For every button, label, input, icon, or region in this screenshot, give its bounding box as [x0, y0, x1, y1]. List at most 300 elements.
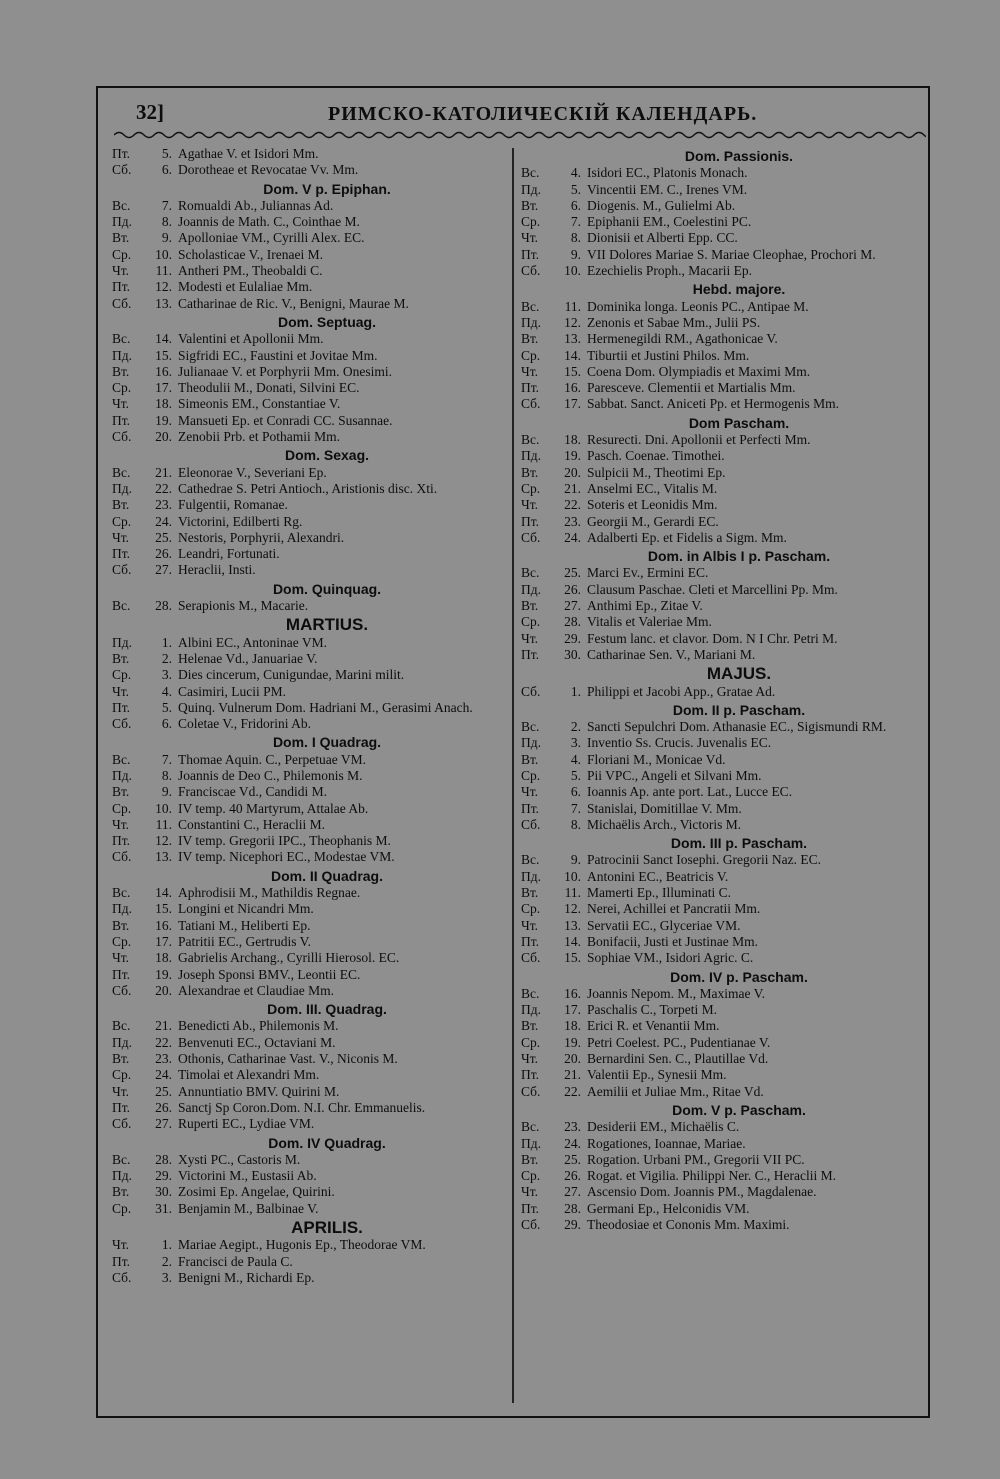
saints-text: Benvenuti EC., Octaviani M.: [178, 1034, 336, 1050]
weekday-abbr: Чт.: [521, 917, 539, 933]
calendar-entry: [112, 1254, 508, 1270]
weekday-abbr: Ср.: [521, 767, 541, 783]
day-number: 31.: [155, 1200, 172, 1216]
calendar-entry: [112, 667, 508, 683]
day-number: 17.: [155, 380, 172, 396]
weekday-abbr: Ср.: [112, 667, 132, 683]
calendar-entry: [521, 432, 923, 448]
weekday-abbr: Чт.: [521, 230, 539, 246]
weekday-abbr: Чт.: [112, 950, 130, 966]
calendar-entry: [521, 986, 923, 1002]
weekday-abbr: Вс.: [521, 565, 540, 581]
saints-text: Valentini et Apollonii Mm.: [178, 331, 324, 347]
day-number: 7.: [161, 197, 172, 213]
weekday-abbr: Сб.: [521, 950, 541, 966]
calendar-entry: [521, 348, 923, 364]
weekday-abbr: Вс.: [521, 432, 540, 448]
saints-text: Modesti et Eulaliae Mm.: [178, 279, 313, 295]
calendar-entry: [112, 380, 508, 396]
calendar-entry: [112, 598, 508, 614]
week-heading: Dom. III. Quadrag.: [267, 1001, 387, 1018]
saints-text: Longini et Nicandri Mm.: [178, 901, 314, 917]
saints-text: Victorini M., Eustasii Ab.: [178, 1168, 317, 1184]
day-number: 26.: [155, 1099, 172, 1115]
saints-text: Francisci de Paula C.: [178, 1253, 293, 1269]
weekday-abbr: Ср.: [521, 480, 541, 496]
day-number: 22.: [155, 480, 172, 496]
saints-text: Albini EC., Antoninae VM.: [178, 634, 328, 650]
day-number: 6.: [570, 784, 581, 800]
calendar-entry: [112, 934, 508, 950]
saints-text: Serapionis M., Macarie.: [178, 598, 309, 614]
saints-text: Leandri, Fortunati.: [178, 546, 280, 562]
day-number: 28.: [155, 598, 172, 614]
saints-text: Catharinae Sen. V., Mariani M.: [587, 646, 756, 662]
weekday-abbr: Пд.: [521, 314, 541, 330]
calendar-entry: [112, 162, 508, 178]
calendar-entry: [521, 1018, 923, 1034]
calendar-entry: [112, 364, 508, 380]
day-number: 27.: [564, 598, 581, 614]
saints-text: Paschalis C., Torpeti M.: [587, 1002, 718, 1018]
calendar-entry: [112, 1184, 508, 1200]
weekday-abbr: Пд.: [112, 901, 132, 917]
week-heading: Dom Pascham.: [688, 414, 790, 431]
weekday-abbr: Пд.: [521, 735, 541, 751]
saints-text: Benjamin M., Balbinae V.: [178, 1200, 319, 1216]
day-number: 18.: [564, 1018, 581, 1034]
weekday-abbr: Пд.: [112, 1168, 132, 1184]
weekday-abbr: Сб.: [521, 396, 541, 412]
saints-text: Apolloniae VM., Cyrilli Alex. EC.: [178, 230, 365, 246]
calendar-entry: [112, 198, 508, 214]
calendar-entry: [521, 752, 923, 768]
day-number: 2.: [570, 719, 581, 735]
day-number: 29.: [155, 1168, 172, 1184]
calendar-entry: [521, 448, 923, 464]
day-number: 9.: [161, 230, 172, 246]
saints-text: Zosimi Ep. Angelae, Quirini.: [178, 1184, 335, 1200]
weekday-abbr: Вт.: [521, 1151, 539, 1167]
calendar-column-left: [112, 146, 508, 1286]
weekday-abbr: Вт.: [112, 917, 130, 933]
saints-text: Zenonis et Sabae Mm., Julii PS.: [587, 314, 761, 330]
day-number: 8.: [570, 230, 581, 246]
day-number: 6.: [161, 716, 172, 732]
saints-text: Mamerti Ep., Illuminati C.: [587, 885, 731, 901]
weekday-abbr: Пт.: [112, 546, 131, 562]
day-number: 5.: [570, 767, 581, 783]
saints-text: IV temp. Gregorii IPC., Theophanis M.: [178, 833, 391, 849]
calendar-entry: [521, 950, 923, 966]
calendar-entry: [521, 934, 923, 950]
weekday-abbr: Пт.: [112, 833, 131, 849]
day-number: 1.: [161, 634, 172, 650]
calendar-entry: [112, 465, 508, 481]
day-number: 17.: [564, 396, 581, 412]
day-number: 12.: [155, 279, 172, 295]
saints-text: Helenae Vd., Januariae V.: [178, 650, 318, 666]
day-number: 25.: [155, 1083, 172, 1099]
weekday-abbr: Чт.: [112, 529, 130, 545]
saints-text: Antonini EC., Beatricis V.: [587, 868, 729, 884]
saints-text: Timolai et Alexandri Mm.: [178, 1067, 320, 1083]
calendar-entry: [521, 614, 923, 630]
saints-text: Dominika longa. Leonis PC., Antipae M.: [587, 298, 809, 314]
saints-text: Rogationes, Ioannae, Mariae.: [587, 1135, 746, 1151]
weekday-abbr: Пд.: [521, 868, 541, 884]
saints-text: Epiphanii EM., Coelestini PC.: [587, 214, 752, 230]
weekday-abbr: Пд.: [521, 181, 541, 197]
saints-text: Sancti Sepulchri Dom. Athanasie EC., Sigismundi RM.: [587, 719, 887, 735]
day-number: 3.: [161, 1269, 172, 1285]
weekday-abbr: Пт.: [112, 1099, 131, 1115]
day-number: 13.: [564, 331, 581, 347]
saints-text: Festum lanc. et clavor. Dom. N I Chr. Petri M.: [587, 630, 838, 646]
weekday-abbr: Ср.: [521, 347, 541, 363]
saints-text: Tiburtii et Justini Philos. Mm.: [587, 347, 750, 363]
calendar-entry: [112, 146, 508, 162]
weekday-abbr: Ср.: [112, 246, 132, 262]
day-number: 22.: [564, 1083, 581, 1099]
saints-text: Catharinae de Ric. V., Benigni, Maurae M.: [178, 295, 409, 311]
weekday-abbr: Сб.: [112, 562, 132, 578]
calendar-entry: [521, 565, 923, 581]
weekday-abbr: Вт.: [521, 751, 539, 767]
weekday-abbr: Вт.: [112, 1051, 130, 1067]
weekday-abbr: Пд.: [521, 448, 541, 464]
day-number: 20.: [564, 464, 581, 480]
calendar-entry: [521, 299, 923, 315]
calendar-entry: [112, 348, 508, 364]
weekday-abbr: Вс.: [521, 985, 540, 1001]
day-number: 8.: [570, 816, 581, 832]
weekday-abbr: Сб.: [521, 816, 541, 832]
calendar-entry: [112, 1270, 508, 1286]
calendar-entry: [521, 631, 923, 647]
weekday-abbr: Чт.: [521, 363, 539, 379]
calendar-entry: [112, 716, 508, 732]
day-number: 6.: [161, 162, 172, 178]
day-number: 1.: [161, 1237, 172, 1253]
day-number: 3.: [161, 667, 172, 683]
saints-text: Petri Coelest. PC., Pudentianae V.: [587, 1034, 771, 1050]
saints-text: Hermenegildi RM., Agathonicae V.: [587, 331, 778, 347]
weekday-abbr: Ср.: [112, 1067, 132, 1083]
saints-text: Casimiri, Lucii PM.: [178, 683, 286, 699]
saints-text: Nestoris, Porphyrii, Alexandri.: [178, 529, 345, 545]
weekday-abbr: Вт.: [112, 650, 130, 666]
saints-text: IV temp. 40 Martyrum, Attalae Ab.: [178, 800, 369, 816]
day-number: 21.: [564, 480, 581, 496]
week-heading: Dom. Septuag.: [277, 313, 376, 330]
weekday-abbr: Вс.: [112, 1151, 131, 1167]
day-number: 29.: [564, 1217, 581, 1232]
weekday-abbr: Вс.: [112, 197, 131, 213]
saints-text: Zenobii Prb. et Pothamii Mm.: [178, 429, 340, 445]
weekday-abbr: Пт.: [112, 412, 131, 428]
weekday-abbr: Пд.: [112, 634, 132, 650]
calendar-entry: [521, 647, 923, 663]
saints-text: Stanislai, Domitillae V. Mm.: [587, 800, 742, 816]
wavy-rule-ornament: [114, 128, 926, 142]
calendar-entry: [521, 735, 923, 751]
calendar-entry: [521, 1119, 923, 1135]
weekday-abbr: Ср.: [112, 380, 132, 396]
weekday-abbr: Пт.: [521, 1067, 540, 1083]
day-number: 18.: [564, 432, 581, 448]
calendar-entry: [112, 530, 508, 546]
calendar-entry: [112, 1237, 508, 1253]
day-number: 15.: [564, 363, 581, 379]
saints-text: Floriani M., Monicae Vd.: [587, 751, 726, 767]
day-number: 28.: [564, 1200, 581, 1216]
day-number: 16.: [155, 917, 172, 933]
weekday-abbr: Пт.: [112, 1253, 131, 1269]
weekday-abbr: Вт.: [112, 497, 130, 513]
day-number: 30.: [155, 1184, 172, 1200]
weekday-abbr: Ср.: [521, 1168, 541, 1184]
calendar-entry: [112, 214, 508, 230]
saints-text: Dorotheae et Revocatae Vv. Mm.: [178, 162, 359, 178]
day-number: 19.: [564, 448, 581, 464]
saints-text: Nerei, Achillei et Pancratii Mm.: [587, 901, 761, 917]
calendar-entry: [521, 214, 923, 230]
weekday-abbr: Вт.: [521, 885, 539, 901]
day-number: 24.: [564, 529, 581, 545]
saints-text: Ascensio Dom. Joannis PM., Magdalenae.: [587, 1184, 817, 1200]
saints-text: Theodosiae et Cononis Mm. Maximi.: [587, 1217, 790, 1232]
calendar-entry: [521, 1084, 923, 1100]
day-number: 23.: [155, 1051, 172, 1067]
calendar-entry: [112, 279, 508, 295]
calendar-entry: [112, 263, 508, 279]
calendar-entry: [112, 684, 508, 700]
saints-text: Agathae V. et Isidori Mm.: [178, 146, 319, 161]
day-number: 7.: [161, 751, 172, 767]
calendar-entry: [112, 562, 508, 578]
calendar-entry: [112, 514, 508, 530]
weekday-abbr: Вс.: [112, 885, 131, 901]
weekday-abbr: Вт.: [112, 363, 130, 379]
saints-text: Sophiae VM., Isidori Agric. C.: [587, 950, 754, 966]
saints-text: Rogation. Urbani PM., Gregorii VII PC.: [587, 1151, 805, 1167]
calendar-entry: [112, 331, 508, 347]
calendar-entry: [521, 465, 923, 481]
day-number: 18.: [155, 950, 172, 966]
day-number: 26.: [564, 581, 581, 597]
calendar-entry: [521, 530, 923, 546]
saints-text: Inventio Ss. Crucis. Juvenalis EC.: [587, 735, 772, 751]
saints-text: Victorini, Edilberti Rg.: [178, 513, 303, 529]
weekday-abbr: Вс.: [521, 165, 540, 181]
weekday-abbr: Сб.: [521, 683, 541, 699]
calendar-entry: [112, 768, 508, 784]
weekday-abbr: Чт.: [112, 396, 130, 412]
calendar-entry: [521, 801, 923, 817]
calendar-entry: [521, 869, 923, 885]
saints-text: Thomae Aquin. C., Perpetuae VM.: [178, 751, 366, 767]
saints-text: Joannis de Math. C., Cointhae M.: [178, 214, 360, 230]
day-number: 28.: [155, 1151, 172, 1167]
saints-text: Desiderii EM., Michaëlis C.: [587, 1119, 740, 1135]
saints-text: Julianaae V. et Porphyrii Mm. Onesimi.: [178, 363, 392, 379]
day-number: 13.: [155, 849, 172, 865]
saints-text: Valentii Ep., Synesii Mm.: [587, 1067, 727, 1083]
weekday-abbr: Чт.: [521, 1051, 539, 1067]
week-heading: Dom. IV Quadrag.: [268, 1134, 386, 1151]
calendar-entry: [521, 331, 923, 347]
weekday-abbr: Чт.: [112, 816, 130, 832]
calendar-entry: [521, 1168, 923, 1184]
day-number: 21.: [155, 464, 172, 480]
week-heading: Dom. II Quadrag.: [270, 867, 383, 884]
weekday-abbr: Вс.: [112, 1018, 131, 1034]
calendar-entry: [112, 700, 508, 716]
day-number: 27.: [155, 562, 172, 578]
day-number: 10.: [155, 246, 172, 262]
calendar-entry: [521, 315, 923, 331]
saints-text: Servatii EC., Glyceriae VM.: [587, 917, 741, 933]
calendar-entry: [112, 950, 508, 966]
day-number: 20.: [155, 429, 172, 445]
saints-text: Patritii EC., Gertrudis V.: [178, 933, 312, 949]
saints-text: Gabrielis Archang., Cyrilli Hierosol. EC.: [178, 950, 400, 966]
calendar-entry: [112, 1051, 508, 1067]
saints-text: Soteris et Leonidis Mm.: [587, 497, 718, 513]
saints-text: Scholasticae V., Irenaei M.: [178, 246, 323, 262]
weekday-abbr: Вт.: [521, 331, 539, 347]
saints-text: Antheri PM., Theobaldi C.: [178, 263, 323, 279]
day-number: 27.: [155, 1116, 172, 1132]
calendar-entry: [521, 1067, 923, 1083]
weekday-abbr: Чт.: [521, 497, 539, 513]
saints-text: Pasch. Coenae. Timothei.: [587, 448, 725, 464]
saints-text: Xysti PC., Castoris M.: [178, 1151, 301, 1167]
calendar-entry: [112, 635, 508, 651]
calendar-entry: [112, 1116, 508, 1132]
weekday-abbr: Пт.: [521, 800, 540, 816]
day-number: 21.: [155, 1018, 172, 1034]
weekday-abbr: Пт.: [521, 646, 540, 662]
week-heading: Dom. V p. Pascham.: [672, 1101, 806, 1118]
calendar-entry: [521, 885, 923, 901]
day-number: 8.: [161, 214, 172, 230]
saints-text: Diogenis. M., Gulielmi Ab.: [587, 197, 736, 213]
calendar-entry: [112, 429, 508, 445]
day-number: 14.: [564, 347, 581, 363]
calendar-entry: [521, 497, 923, 513]
weekday-abbr: Сб.: [112, 716, 132, 732]
saints-text: Michaëlis Arch., Victoris M.: [587, 816, 742, 832]
calendar-entry: [112, 497, 508, 513]
calendar-entry: [521, 247, 923, 263]
saints-text: Pii VPC., Angeli et Silvani Mm.: [587, 767, 762, 783]
calendar-entry: [521, 719, 923, 735]
saints-text: Annuntiatio BMV. Quirini M.: [178, 1083, 340, 1099]
weekday-abbr: Чт.: [112, 1237, 130, 1253]
weekday-abbr: Пт.: [112, 966, 131, 982]
day-number: 12.: [564, 314, 581, 330]
saints-text: Anselmi EC., Vitalis M.: [587, 480, 718, 496]
saints-text: Sigfridi EC., Faustini et Jovitae Mm.: [178, 347, 378, 363]
saints-text: Fulgentii, Romanae.: [178, 497, 288, 513]
day-number: 28.: [564, 614, 581, 630]
calendar-entry: [521, 230, 923, 246]
weekday-abbr: Чт.: [521, 1184, 539, 1200]
saints-text: Romualdi Ab., Juliannas Ad.: [178, 197, 334, 213]
day-number: 17.: [155, 933, 172, 949]
calendar-entry: [112, 1201, 508, 1217]
calendar-entry: [521, 1201, 923, 1217]
day-number: 22.: [155, 1034, 172, 1050]
calendar-entry: [521, 1051, 923, 1067]
calendar-entry: [112, 918, 508, 934]
calendar-entry: [112, 885, 508, 901]
day-number: 5.: [161, 146, 172, 161]
day-number: 4.: [161, 683, 172, 699]
day-number: 8.: [161, 767, 172, 783]
calendar-entry: [521, 165, 923, 181]
day-number: 24.: [155, 513, 172, 529]
weekday-abbr: Пт.: [521, 380, 540, 396]
calendar-entry: [112, 247, 508, 263]
saints-text: Erici R. et Venantii Mm.: [587, 1018, 720, 1034]
weekday-abbr: Сб.: [112, 162, 132, 178]
calendar-entry: [112, 396, 508, 412]
day-number: 23.: [155, 497, 172, 513]
day-number: 19.: [564, 1034, 581, 1050]
saints-text: Franciscae Vd., Candidi M.: [178, 784, 327, 800]
day-number: 14.: [155, 331, 172, 347]
weekday-abbr: Сб.: [521, 1217, 541, 1232]
weekday-abbr: Вс.: [112, 331, 131, 347]
day-number: 4.: [570, 751, 581, 767]
week-heading: Dom. II p. Pascham.: [672, 701, 806, 718]
week-heading: Dom. Quinquag.: [272, 580, 382, 597]
day-number: 20.: [564, 1051, 581, 1067]
day-number: 25.: [564, 565, 581, 581]
day-number: 5.: [570, 181, 581, 197]
weekday-abbr: Сб.: [112, 1269, 132, 1285]
saints-text: Benedicti Ab., Philemonis M.: [178, 1018, 339, 1034]
weekday-abbr: Сб.: [112, 295, 132, 311]
calendar-entry: [112, 296, 508, 312]
day-number: 11.: [564, 885, 581, 901]
day-number: 30.: [564, 646, 581, 662]
weekday-abbr: Ср.: [112, 1200, 132, 1216]
weekday-abbr: Вт.: [112, 784, 130, 800]
calendar-entry: [112, 817, 508, 833]
day-number: 20.: [155, 982, 172, 998]
saints-text: Isidori EC., Platonis Monach.: [587, 165, 748, 181]
day-number: 15.: [155, 901, 172, 917]
day-number: 27.: [564, 1184, 581, 1200]
day-number: 11.: [155, 263, 172, 279]
week-heading: Dom. V p. Epiphan.: [263, 180, 391, 197]
weekday-abbr: Ср.: [112, 800, 132, 816]
calendar-entry: [112, 967, 508, 983]
weekday-abbr: Вс.: [521, 1119, 540, 1135]
weekday-abbr: Ср.: [521, 1034, 541, 1050]
weekday-abbr: Пд.: [112, 1034, 132, 1050]
weekday-abbr: Сб.: [112, 429, 132, 445]
week-heading: Hebd. majore.: [692, 281, 786, 298]
day-number: 10.: [564, 263, 581, 279]
weekday-abbr: Сб.: [112, 1116, 132, 1132]
day-number: 7.: [570, 214, 581, 230]
calendar-entry: [521, 514, 923, 530]
